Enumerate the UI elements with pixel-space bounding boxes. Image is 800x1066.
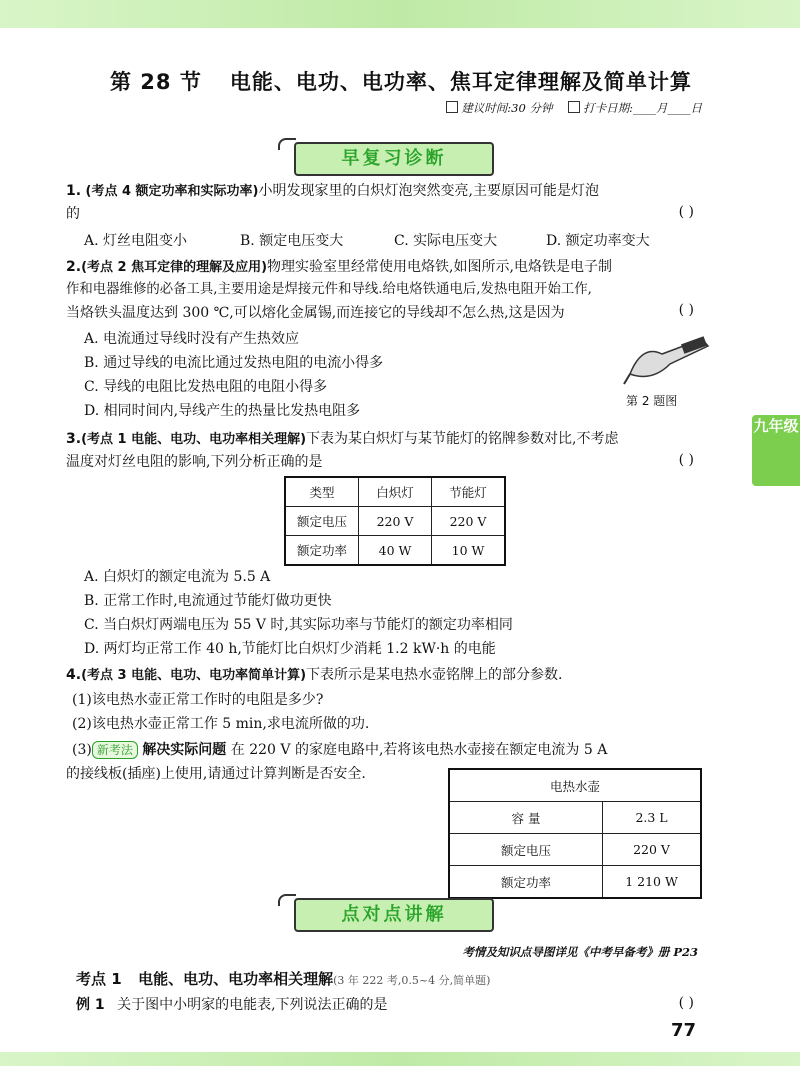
q3-line2: 温度对灯丝电阻的影响,下列分析正确的是 bbox=[66, 454, 323, 470]
q1-answer-paren: ( ) bbox=[678, 204, 694, 220]
table-cell: 10 W bbox=[432, 536, 506, 566]
q3-option-d: D. 两灯均正常工作 40 h,节能灯比白炽灯少消耗 1.2 kW·h 的电能 bbox=[84, 641, 496, 657]
q4-sub2: (2)该电热水壶正常工作 5 min,求电流所做的功. bbox=[72, 716, 370, 732]
q1-line2: 的 bbox=[66, 206, 80, 222]
section-title: 电能、电功、电功率、焦耳定律理解及简单计算 bbox=[229, 70, 692, 94]
q3-option-c: C. 当白炽灯两端电压为 55 V 时,其实际功率与节能灯的额定功率相同 bbox=[84, 617, 513, 633]
kp1-title: 电能、电功、电功率相关理解 bbox=[138, 970, 334, 988]
checkin-date: 打卡日期:____月____日 bbox=[583, 101, 702, 115]
ex1-text: 关于图中小明家的电能表,下列说法正确的是 bbox=[117, 997, 388, 1013]
q4-text1: 下表所示是某电热水壶铭牌上的部分参数. bbox=[306, 667, 563, 683]
table-cell: 1 210 W bbox=[603, 866, 701, 899]
q3-tag: (考点 1 电能、电功、电功率相关理解) bbox=[81, 432, 307, 447]
page-number: 77 bbox=[670, 1020, 696, 1041]
q4-sub3-line2: 的接线板(插座)上使用,请通过计算判断是否安全. bbox=[66, 766, 366, 782]
clock-icon bbox=[446, 101, 458, 113]
q3-option-b: B. 正常工作时,电流通过节能灯做功更快 bbox=[84, 593, 332, 609]
q4-sub3-line1 bbox=[72, 739, 607, 761]
q4-sub3-prefix: (3) bbox=[72, 742, 92, 758]
q4-line1 bbox=[66, 664, 563, 687]
page-title bbox=[110, 66, 692, 96]
table-cell: 节能灯 bbox=[432, 477, 506, 507]
table-cell: 220 V bbox=[603, 834, 701, 866]
table-cell: 类型 bbox=[285, 477, 359, 507]
table-cell: 额定电压 bbox=[285, 507, 359, 536]
q1-number: 1. bbox=[66, 183, 82, 199]
table-cell: 白炽灯 bbox=[359, 477, 432, 507]
q3-number: 3. bbox=[66, 431, 82, 447]
q4-sub1: (1)该电热水壶正常工作时的电阻是多少? bbox=[72, 692, 324, 708]
q2-option-d: D. 相同时间内,导线产生的热量比发热电阻多 bbox=[84, 403, 361, 419]
bottom-decor-bar bbox=[0, 1052, 800, 1066]
q2-line2: 作和电器维修的必备工具,主要用途是焊接元件和导线.给电烙铁通电后,发热电阻开始工作, bbox=[66, 282, 592, 297]
q3-lamp-table bbox=[284, 476, 506, 566]
banner-review: 早复习诊断 bbox=[294, 142, 494, 176]
table-cell: 40 W bbox=[359, 536, 432, 566]
table-cell: 额定电压 bbox=[449, 834, 603, 866]
q4-sub3-bold: 解决实际问题 bbox=[142, 742, 227, 758]
q2-option-c: C. 导线的电阻比发热电阻的电阻小得多 bbox=[84, 379, 328, 395]
q2-option-b: B. 通过导线的电流比通过发热电阻的电流小得多 bbox=[84, 355, 384, 371]
q4-kettle-table bbox=[448, 768, 702, 899]
q1-tag: (考点 4 额定功率和实际功率) bbox=[85, 184, 259, 199]
q2-number: 2. bbox=[66, 259, 82, 275]
q2-line1 bbox=[66, 256, 612, 279]
table-title: 电热水壶 bbox=[449, 769, 701, 802]
q3-line1 bbox=[66, 428, 619, 451]
q3-text1: 下表为某白炽灯与某节能灯的铭牌参数对比,不考虑 bbox=[306, 431, 619, 447]
soldering-iron-figure bbox=[622, 334, 712, 389]
q2-tag: (考点 2 焦耳定律的理解及应用) bbox=[81, 260, 268, 275]
q1-option-c: C. 实际电压变大 bbox=[394, 233, 498, 249]
q1-option-b: B. 额定电压变大 bbox=[240, 233, 344, 249]
q4-sub3-text: 在 220 V 的家庭电路中,若将该电热水壶接在额定电流为 5 A bbox=[230, 742, 608, 758]
top-decor-bar bbox=[0, 0, 800, 28]
calendar-icon bbox=[568, 101, 580, 113]
q3-option-a: A. 白炽灯的额定电流为 5.5 A bbox=[84, 569, 271, 585]
table-cell: 2.3 L bbox=[603, 802, 701, 834]
q2-line3: 当烙铁头温度达到 300 ℃,可以熔化金属锡,而连接它的导线却不怎么热,这是因为 bbox=[66, 305, 565, 321]
q4-tag: (考点 3 电能、电功、电功率简单计算) bbox=[81, 668, 307, 683]
kp1-heading bbox=[76, 968, 490, 992]
q1-text: 小明发现家里的白炽灯泡突然变亮,主要原因可能是灯泡 bbox=[258, 183, 599, 199]
q2-figure-caption: 第 2 题图 bbox=[626, 394, 678, 408]
new-method-badge: 新考法 bbox=[92, 741, 138, 759]
kp1-note: (3 年 222 考,0.5~4 分,简单题) bbox=[333, 974, 491, 987]
ex1-line bbox=[76, 994, 388, 1016]
banner-lecture: 点对点讲解 bbox=[294, 898, 494, 932]
grade-side-tab: 九年级 bbox=[752, 415, 800, 486]
q1-line1 bbox=[66, 180, 599, 203]
q1-option-a: A. 灯丝电阻变小 bbox=[84, 233, 188, 249]
q1-option-d: D. 额定功率变大 bbox=[546, 233, 650, 249]
table-cell: 额定功率 bbox=[285, 536, 359, 566]
ex1-answer-paren: ( ) bbox=[678, 995, 694, 1011]
kp1-label: 考点 1 bbox=[76, 970, 122, 988]
table-cell: 额定功率 bbox=[449, 866, 603, 899]
section-number: 第 28 节 bbox=[110, 70, 202, 94]
q2-option-a: A. 电流通过导线时没有产生热效应 bbox=[84, 331, 300, 347]
table-cell: 220 V bbox=[432, 507, 506, 536]
suggest-time: 建议时间:30 分钟 bbox=[461, 101, 553, 115]
reference-note: 考情及知识点导图详见《中考早备考》册 P23 bbox=[462, 945, 698, 959]
q3-answer-paren: ( ) bbox=[678, 452, 694, 468]
q2-text1: 物理实验室里经常使用电烙铁,如图所示,电烙铁是电子制 bbox=[267, 259, 612, 275]
meta-info bbox=[434, 100, 702, 116]
q4-number: 4. bbox=[66, 667, 82, 683]
ex1-label: 例 1 bbox=[76, 997, 105, 1013]
table-cell: 容 量 bbox=[449, 802, 603, 834]
q2-answer-paren: ( ) bbox=[678, 302, 694, 318]
table-cell: 220 V bbox=[359, 507, 432, 536]
